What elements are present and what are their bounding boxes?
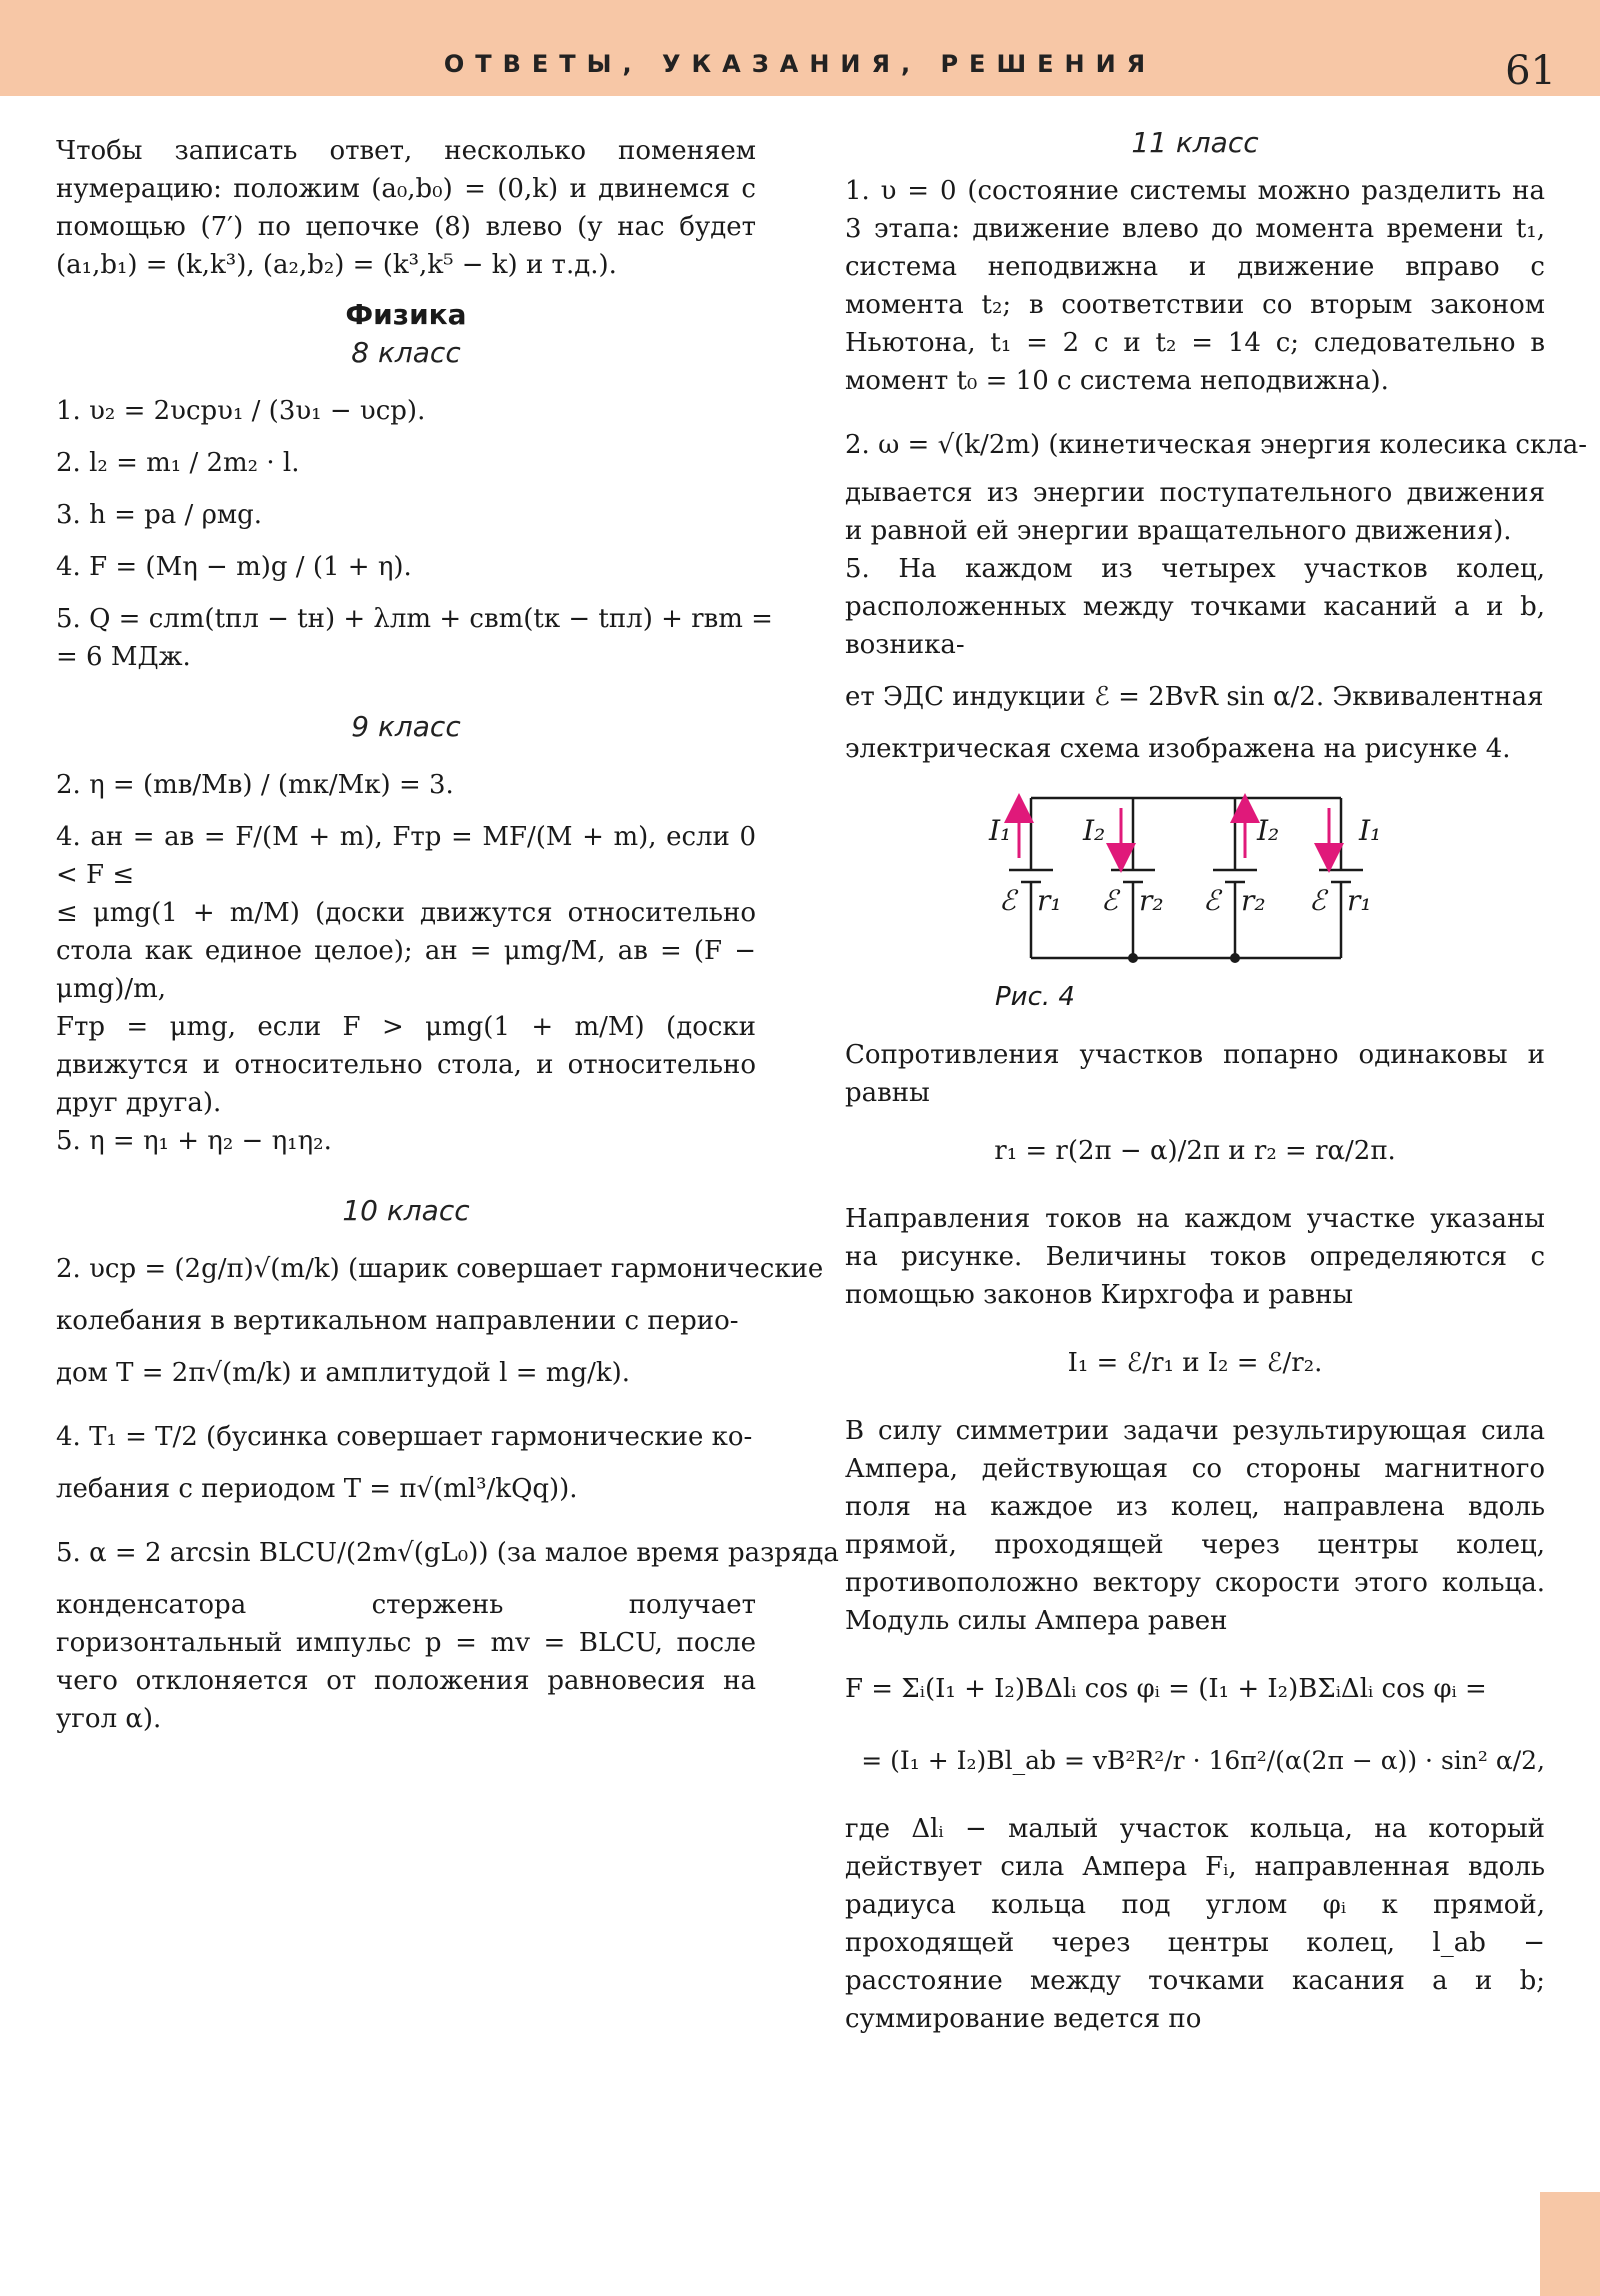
label-emf: ℰ bbox=[1309, 884, 1326, 917]
answer-8-1: 1. υ₂ = 2υсрυ₁ / (3υ₁ − υср). bbox=[56, 396, 426, 426]
answer-10-4a: 4. T₁ = T/2 (бусинка совершает гармонические ко- bbox=[56, 1422, 753, 1452]
resistance-formula: r₁ = r(2π − α)/2π и r₂ = rα/2π. bbox=[994, 1136, 1396, 1166]
ampere-force-paragraph: В силу симметрии задачи результирующая сила Ампера, действующая со стороны магнитного поля на каждое из колец, направлена вдоль прямой, проходящей через центры колец, противоположно вектору скорости этого кольца. Модуль силы Ампера равен bbox=[845, 1416, 1545, 1636]
resistance-paragraph: Сопротивления участков попарно одинаковы и равны bbox=[845, 1040, 1545, 1108]
label-emf: ℰ bbox=[1203, 884, 1220, 917]
page-number: 61 bbox=[1505, 48, 1556, 94]
left-column bbox=[56, 124, 839, 1738]
circuit-node bbox=[1128, 953, 1138, 963]
where-paragraph: где Δlᵢ − малый участок кольца, на который действует сила Ампера Fᵢ, направленная вдоль радиуса кольца под углом φᵢ к прямой, проходящей через центры колец, l_ab − расстояние между точками касания a и b; суммирование ведется по bbox=[845, 1814, 1545, 2034]
answer-9-4a: 4. aн = aв = F/(M + m), Fтр = MF/(M + m), если 0 < F ≤ bbox=[56, 822, 756, 890]
answer-11-2a: 2. ω = √(k/2m) (кинетическая энергия колесика скла- bbox=[845, 430, 1587, 460]
label-r2: r₂ bbox=[1241, 884, 1266, 917]
label-emf: ℰ bbox=[999, 884, 1016, 917]
figure-caption: Рис. 4 bbox=[995, 982, 1075, 1012]
label-r1: r₁ bbox=[1037, 884, 1062, 917]
answer-11-5c: электрическая схема изображена на рисунке 4. bbox=[845, 734, 1511, 764]
answer-8-4: 4. F = (Mη − m)g / (1 + η). bbox=[56, 552, 412, 582]
class-9-heading: 9 класс bbox=[351, 710, 461, 743]
answer-9-5: 5. η = η₁ + η₂ − η₁η₂. bbox=[56, 1126, 332, 1156]
class-11-heading: 11 класс bbox=[1131, 126, 1259, 159]
currents-formula: I₁ = ℰ/r₁ и I₂ = ℰ/r₂. bbox=[1067, 1348, 1323, 1378]
ampere-force-formula-1: F = Σᵢ(I₁ + I₂)BΔlᵢ cos φᵢ = (I₁ + I₂)BΣᵢΔlᵢ cos φᵢ = bbox=[845, 1674, 1487, 1704]
section-title: Физика bbox=[345, 298, 467, 331]
label-emf: ℰ bbox=[1101, 884, 1118, 917]
header-title: ОТВЕТЫ, УКАЗАНИЯ, РЕШЕНИЯ bbox=[443, 50, 1157, 78]
ampere-force-formula-2: = (I₁ + I₂)Bl_ab = vB²R²/r · 16π²/(α(2π − α)) · sin² α/2, bbox=[861, 1746, 1545, 1775]
currents-paragraph: Направления токов на каждом участке указаны на рисунке. Величины токов определяются с помощью законов Кирхгофа и равны bbox=[845, 1204, 1545, 1310]
answer-11-5b: ет ЭДС индукции ℰ = 2BvR sin α/2. Эквивалентная bbox=[845, 682, 1544, 712]
answer-11-5a: 5. На каждом из четырех участков колец, расположенных между точками касаний a и b, возника- bbox=[845, 554, 1545, 660]
right-column bbox=[845, 124, 1587, 2038]
label-i2: I₂ bbox=[1257, 814, 1280, 847]
circuit-figure bbox=[845, 778, 1545, 978]
answer-10-5a: 5. α = 2 arcsin BLCU/(2m√(gL₀)) (за малое время разряда bbox=[56, 1538, 839, 1568]
intro-paragraph: Чтобы записать ответ, несколько поменяем нумерацию: положим (a₀,b₀) = (0,k) и двинемся с помощью (7′) по цепочке (8) влево (у нас будет (a₁,b₁) = (k,k³), (a₂,b₂) = (k³,k⁵ − k) и т.д.). bbox=[56, 136, 756, 280]
circuit-wires bbox=[1009, 798, 1363, 958]
current-arrows bbox=[1019, 808, 1329, 858]
answer-10-2c: дом T = 2π√(m/k) и амплитудой l = mg/k). bbox=[56, 1358, 631, 1388]
answer-8-2: 2. l₂ = m₁ / 2m₂ · l. bbox=[56, 448, 300, 478]
class-8-heading: 8 класс bbox=[351, 336, 461, 369]
label-r1: r₁ bbox=[1347, 884, 1372, 917]
answer-10-5b: конденсатора стержень получает горизонтальный импульс p = mv = BLCU, после чего отклоняется от положения равновесия на угол α). bbox=[56, 1590, 756, 1734]
answer-8-3: 3. h = pа / ρмg. bbox=[56, 500, 262, 530]
label-i2: I₂ bbox=[1083, 814, 1106, 847]
answer-10-2b: колебания в вертикальном направлении с перио- bbox=[56, 1306, 739, 1336]
side-tab bbox=[1540, 2192, 1600, 2296]
label-r2: r₂ bbox=[1139, 884, 1164, 917]
answer-10-2a: 2. υср = (2g/π)√(m/k) (шарик совершает гармонические bbox=[56, 1254, 824, 1284]
answer-10-4b: лебания с периодом T = π√(ml³/kQq)). bbox=[56, 1474, 578, 1504]
answer-9-2: 2. η = (mв/Mв) / (mк/Mк) = 3. bbox=[56, 770, 454, 800]
answer-11-1: 1. υ = 0 (состояние системы можно разделить на 3 этапа: движение влево до момента времени t₁, система неподвижна и движение вправо с момента t₂; в соответствии со вторым законом Ньютона, t₁ = 2 с и t₂ = 14 с; следовательно в момент t₀ = 10 с система неподвижна). bbox=[845, 176, 1545, 396]
class-10-heading: 10 класс bbox=[342, 1194, 470, 1227]
answer-11-2b: дывается из энергии поступательного движения и равной ей энергии вращательного движения). bbox=[845, 478, 1545, 546]
answer-8-5: 5. Q = cлm(tпл − tн) + λлm + cвm(tк − tпл) + rвm = bbox=[56, 604, 773, 634]
answer-9-4b: ≤ μmg(1 + m/M) (доски движутся относительно стола как единое целое); aн = μmg/M, aв = (F − μmg)/m, bbox=[56, 898, 756, 1004]
answer-9-4c: Fтр = μmg, если F > μmg(1 + m/M) (доски движутся и относительно стола, и относительно друг друга). bbox=[56, 1012, 756, 1118]
label-i1: I₁ bbox=[1359, 814, 1382, 847]
label-i1: I₁ bbox=[989, 814, 1012, 847]
page-header bbox=[0, 0, 1600, 96]
answer-8-5-result: = 6 МДж. bbox=[56, 642, 191, 672]
circuit-node bbox=[1230, 953, 1240, 963]
